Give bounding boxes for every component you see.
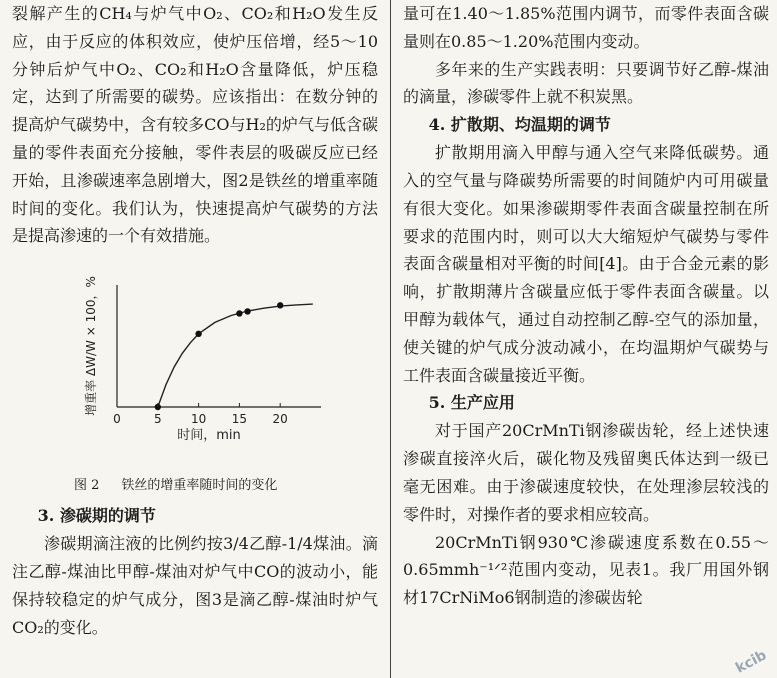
right-paragraph-1: 量可在1.40～1.85%范围内调节，而零件表面含碳量则在0.85～1.20%范围内变动。	[403, 4, 769, 51]
figure-caption-text: 铁丝的增重率随时间的变化	[121, 478, 278, 494]
right-paragraph-5: 20CrMnTi钢930℃渗碳速度系数在0.55～0.65mmh⁻¹ᐟ²范围内变动，见表1。我厂用国外钢材17CrNiMo6钢制造的渗碳齿轮	[403, 532, 769, 608]
right-paragraph-4: 对于国产20CrMnTi钢渗碳齿轮，经上述快速渗碳直接淬火后，碳化物及残留奥氏体达到一级已毫无困难。由于渗碳速度较快，在处理渗层较浅的零件时，对操作者的要求相应较高。	[403, 421, 769, 524]
data-point	[244, 308, 250, 314]
x-tick-label: 0	[113, 412, 121, 427]
figure-caption	[12, 476, 378, 496]
weight-gain-curve	[158, 304, 313, 407]
section-4-heading: 4. 扩散期、均温期的调节	[428, 115, 611, 135]
watermark-logo: kcib	[732, 647, 769, 677]
weight-gain-chart	[12, 264, 378, 474]
section-5-heading: 5. 生产应用	[428, 393, 515, 413]
data-point	[236, 310, 242, 316]
chart-y-label: 增重率 ΔW/W × 100，%	[84, 276, 98, 417]
figure-caption-number: 图 2	[74, 478, 100, 494]
x-tick-label: 15	[231, 412, 248, 427]
right-paragraph-2: 多年来的生产实践表明：只要调节好乙醇-煤油的滴量，渗碳零件上就不积炭黑。	[403, 59, 769, 107]
chart-axes	[117, 285, 321, 407]
section-3-heading: 3. 渗碳期的调节	[37, 506, 156, 526]
chart-x-label: 时间，min	[177, 428, 241, 444]
chart-curve-layer	[158, 304, 313, 407]
left-paragraph-1: 裂解产生的CH₄与炉气中O₂、CO₂和H₂O发生反应，由于反应的体积效应，使炉压倍增，经5～10分钟后炉气中O₂、CO₂和H₂O含量降低，炉压稳定，达到了所需要的碳势。应该指出：在数分钟的提高炉气碳势中，含有较多CO与H₂的炉气与低含碳量的零件表面充分接触，零件表层的吸碳反应已经开始，且渗碳速率急剧增大，图2是铁丝的增重率随时间的变化。我们认为，快速提高炉气碳势的方法是提高渗速的一个有效措施。	[12, 4, 378, 246]
right-column	[403, 0, 769, 612]
data-point	[195, 331, 201, 337]
figure-2	[12, 264, 378, 474]
right-paragraph-3: 扩散期用滴入甲醇与通入空气来降低碳势。通入的空气量与降碳势所需要的时间随炉内可用碳量有很大变化。如果渗碳期零件表面含碳量控制在所要求的范围内时，则可以大大缩短炉气碳势与零件表面含碳量相对平衡的时间[4]。由于合金元素的影响，扩散期薄片含碳量应低于零件表面含碳量。以甲醇为载体气，通过自动控制乙醇-空气的添加量，使关键的炉气成分波动减小，在均温期炉气碳势与工件表面含碳量接近平衡。	[403, 143, 769, 385]
data-point	[277, 302, 283, 308]
chart-points-layer	[155, 302, 284, 410]
x-tick-label: 5	[153, 412, 162, 427]
left-paragraph-2: 渗碳期滴注液的比例约按3/4乙醇-1/4煤油。滴注乙醇-煤油比甲醇-煤油对炉气中CO的波动小，能保持较稳定的炉气成分，图3是滴乙醇-煤油时炉气CO₂的变化。	[12, 534, 378, 637]
left-column	[12, 0, 378, 641]
x-tick-label: 20	[272, 412, 288, 427]
x-tick-label: 10	[190, 412, 207, 427]
column-divider	[390, 0, 391, 678]
